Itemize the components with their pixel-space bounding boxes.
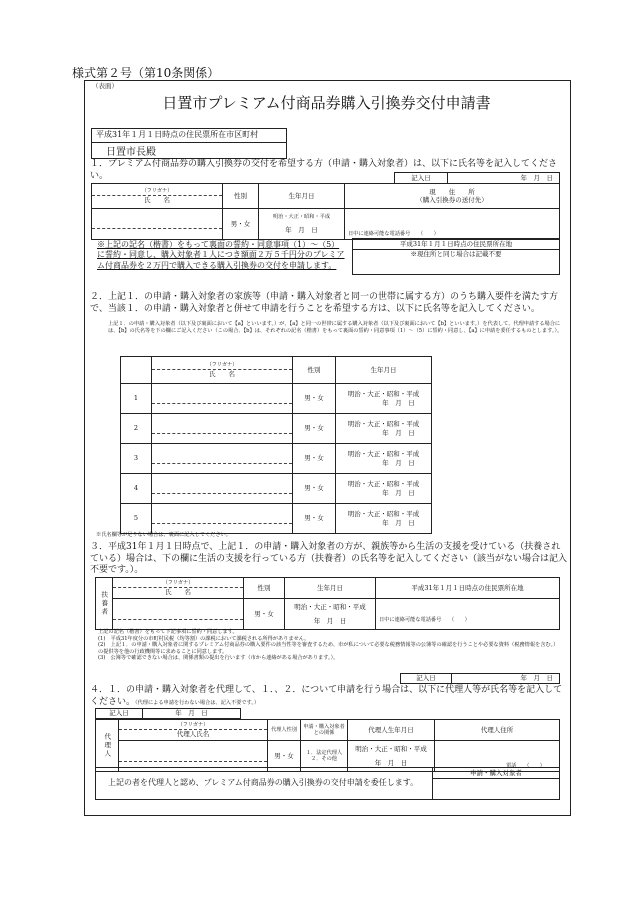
s2-footnote: ※氏名欄等が足りない場合は、裏面に記入してください。 — [96, 532, 231, 538]
s3-supporter-table — [95, 577, 560, 630]
s1-address-cell[interactable] — [345, 209, 560, 240]
s4-relation-header: 申請・購入対象者との関係 — [301, 720, 348, 741]
s4-gender-header: 代理人性別 — [268, 720, 301, 741]
s2-row-ymd: 年 月 日 — [382, 458, 415, 467]
s1-note: ※上記の記名（楷書）をもって裏面の誓約・同意事項（1）～（5）に誓約・同意し、購入対象者１人につき額面２万５千円分のプレミアム付商品券を２万円で購入できる購入引換券の交付を申請します。 — [97, 240, 345, 270]
s3-entry-date — [400, 673, 560, 684]
s1-name-header — [92, 184, 223, 209]
s1-gender-cell[interactable]: 男・女 — [223, 209, 259, 240]
addressee-table — [91, 128, 287, 159]
s1-furigana-header: （フリガナ） — [92, 188, 222, 196]
s1-res-cell[interactable] — [353, 250, 560, 275]
s3-eras: 明治・大正・昭和・平成 — [294, 603, 366, 612]
s3-notes — [98, 629, 560, 662]
s2-row-ymd: 年 月 日 — [382, 518, 415, 527]
s4-heading-small: （代理による申請を行わない場合は、記入不要です。） — [135, 699, 260, 706]
s4-name-col: 代理人氏名 — [176, 729, 210, 738]
s1-entry-date-fmt: 年 月 日 — [448, 173, 560, 184]
s3-side-label: 扶養者 — [96, 578, 113, 630]
s4-applicant-label: 申請・購入対象者 — [433, 768, 560, 779]
s4-side-label: 代理人 — [96, 720, 119, 772]
s2-row-eras: 明治・大正・昭和・平成 — [347, 420, 420, 429]
s4-entry-date — [95, 708, 241, 719]
s2-row — [121, 474, 432, 504]
s4-heading-text: ４．１．の申請・購入対象者を代理して、１．、２．について申請を行う場合は、以下に代理人等が氏名等を記入してください。 — [90, 685, 563, 707]
s2-row — [121, 414, 432, 444]
s1-gender-header: 性別 — [223, 184, 259, 209]
s2-row-gender[interactable]: 男・女 — [293, 444, 336, 474]
s2-row — [121, 504, 432, 534]
s1-name-col: 氏 名 — [144, 195, 170, 204]
s3-note: (1) 平成31年度分の市町村民税（均等割）の課税において課税される所得がありません。 — [98, 635, 310, 642]
s4-furigana-header: （フリガナ） — [119, 722, 267, 730]
s1-res-note: ※現住所と同じ場合は記載不要 — [410, 250, 502, 258]
s2-row-index: 5 — [121, 504, 152, 534]
s2-row-eras: 明治・大正・昭和・平成 — [347, 390, 420, 399]
s4-agent-table — [95, 719, 560, 772]
s2-family-table — [120, 356, 432, 534]
s2-birth-header: 生年月日 — [336, 357, 432, 384]
s2-row — [121, 444, 432, 474]
s2-row-index: 1 — [121, 384, 152, 414]
s2-row-name[interactable] — [152, 414, 293, 444]
s2-row-eras: 明治・大正・昭和・平成 — [347, 480, 420, 489]
s1-residence-table — [352, 238, 560, 275]
s1-name-cell[interactable] — [92, 209, 223, 240]
s1-heading: １．プレミアム付商品券の購入引換券の交付を希望する方（申請・購入対象者）は、以下に氏名等を記入してください。 — [90, 159, 558, 181]
form-title: 日置市プレミアム付商品券購入引換券交付申請書 — [162, 94, 491, 112]
s2-row-ymd: 年 月 日 — [382, 398, 415, 407]
s3-ymd: 年 月 日 — [313, 616, 347, 625]
s2-row-index: 2 — [121, 414, 152, 444]
addressee-label: 平成31年１月１日時点の住民票所在市区町村 — [92, 129, 287, 143]
s2-row-gender[interactable]: 男・女 — [293, 414, 336, 444]
s4-entry-date-fmt: 年 月 日 — [143, 709, 241, 719]
s4-phone-label: 電話 （ ） — [506, 762, 545, 769]
s1-address-header — [345, 184, 560, 209]
s1-birth-header: 生年月日 — [259, 184, 345, 209]
s2-furigana-header: （フリガナ） — [152, 362, 292, 370]
s4-birth-header: 代理人生年月日 — [348, 720, 435, 741]
s3-gender-cell[interactable]: 男・女 — [244, 599, 285, 630]
s2-row-name[interactable] — [152, 384, 293, 414]
s2-note: 上記１．の申請・購入対象者（以下及び裏面において【a】といいます。）が、【a】と同一の世帯に属する購入対象者（以下及び裏面において【b】といいます。）を代表して、代理申請する場合には、【b】の氏名等を下の欄にご記入ください（この場合、【b】は、それぞれの記名（楷書）をもって裏面の誓約・同意事項（1）～（5）に誓約・同意し、【a】に申請を委任するものとします。）。 — [108, 321, 563, 334]
s3-phone-label: 日中に連絡可能な電話番号 （ ） — [379, 616, 470, 623]
s1-phone-label: 日中に連絡可能な電話番号 （ ） — [348, 230, 439, 237]
s4-ymd: 年 月 日 — [374, 758, 408, 767]
s4-heading — [90, 685, 568, 708]
s2-gender-header: 性別 — [293, 357, 336, 384]
s1-applicant-table — [91, 183, 560, 240]
s4-address-header: 代理人住所 — [435, 720, 560, 741]
form-number: 様式第２号（第10条関係） — [72, 66, 220, 80]
s2-name-col: 氏 名 — [209, 369, 235, 378]
s2-name-header — [152, 357, 293, 384]
s2-row-gender[interactable]: 男・女 — [293, 504, 336, 534]
side-label: （表面） — [92, 82, 118, 90]
addressee-value: 日置市長殿 — [92, 143, 287, 159]
s4-name-header — [119, 720, 268, 741]
s2-row-birth[interactable] — [336, 444, 432, 474]
s3-note: 上記の記名（楷書）をもって下記事項に誓約・同意します。 — [98, 629, 238, 635]
s2-row-eras: 明治・大正・昭和・平成 — [347, 510, 420, 519]
s1-address-col-2: （購入引換券の送付先） — [416, 196, 488, 204]
s3-gender-header: 性別 — [244, 578, 285, 599]
s3-name-col: 氏 名 — [165, 587, 191, 596]
s3-birth-header: 生年月日 — [285, 578, 376, 599]
s4-gender-cell[interactable]: 男・女 — [268, 741, 301, 772]
s2-index-header — [121, 357, 152, 384]
s2-row-name[interactable] — [152, 474, 293, 504]
s2-row-birth[interactable] — [336, 504, 432, 534]
s2-row-ymd: 年 月 日 — [382, 488, 415, 497]
s2-row — [121, 384, 432, 414]
s3-entry-date-label: 記入日 — [401, 674, 452, 684]
s2-row-gender[interactable]: 男・女 — [293, 384, 336, 414]
s3-heading: ３．平成31年１月１日時点で、上記１．の申請・購入対象者の方が、親族等から生活の支援を受けている（扶養されている）場合は、下の欄に生活の支援を行っている方（扶養者）の氏名等を記入してください（該当がない場合は記入不要です。）。 — [90, 542, 568, 576]
s2-row-name[interactable] — [152, 504, 293, 534]
s3-name-header — [113, 578, 244, 599]
s3-furigana-header: （フリガナ） — [113, 580, 243, 588]
s4-eras: 明治・大正・昭和・平成 — [355, 745, 427, 754]
s2-row-birth[interactable] — [336, 474, 432, 504]
s2-row-eras: 明治・大正・昭和・平成 — [347, 450, 420, 459]
s3-res-header: 平成31年１月１日時点の住民票所在地 — [376, 578, 560, 599]
s1-address-col-1: 現 住 所 — [429, 187, 475, 196]
s1-entry-date-label: 記入日 — [395, 173, 448, 184]
s3-name-cell[interactable] — [113, 599, 244, 630]
s4-delegation-table — [95, 767, 560, 800]
s2-row-gender[interactable]: 男・女 — [293, 474, 336, 504]
s4-relation-cell[interactable]: １．法定代理人 ２．その他 — [301, 741, 348, 772]
s1-res-header: 平成31年１月１日時点の住民票所在地 — [353, 239, 560, 250]
s1-eras: 明治・大正・昭和・平成 — [272, 213, 331, 220]
s3-res-cell[interactable] — [376, 599, 560, 630]
s3-entry-date-fmt: 年 月 日 — [452, 674, 560, 684]
s3-note: (3) 公簿等で確認できない場合は、関係書類の提出を行います（市から連絡がある場合があります。）。 — [98, 655, 339, 661]
s2-row-name[interactable] — [152, 444, 293, 474]
s4-entry-date-label: 記入日 — [96, 709, 143, 719]
s2-row-index: 4 — [121, 474, 152, 504]
s3-note: (2) 上記１．の申請・購入対象者に関するプレミアム付商品券の購入要件の該当性等を審査するため、市が私について必要な税務情報等の公簿等の確認を行うことや必要な資料（税務情報を含む。）の提供等を他の行政機関等に求めることに同意します。 — [98, 642, 559, 655]
s4-applicant-cell[interactable] — [433, 779, 560, 800]
s3-birth-cell[interactable] — [285, 599, 376, 630]
s2-row-birth[interactable] — [336, 384, 432, 414]
s1-birth-cell[interactable] — [259, 209, 345, 240]
s2-row-index: 3 — [121, 444, 152, 474]
s2-row-ymd: 年 月 日 — [382, 428, 415, 437]
s2-row-birth[interactable] — [336, 414, 432, 444]
s4-delegation: 上記の者を代理人と認め、プレミアム付商品券の購入引換券の交付申請を委任します。 — [96, 768, 433, 800]
s1-ymd: 年 月 日 — [285, 226, 318, 235]
s2-heading: ２．上記１．の申請・購入対象者の家族等（申請・購入対象者と同一の世帯に属する方）のうち購入要件を満たす方で、当該１．の申請・購入対象者と併せて申請を行うことを希望する方は、以下に氏名等を記入してください。 — [90, 292, 559, 314]
